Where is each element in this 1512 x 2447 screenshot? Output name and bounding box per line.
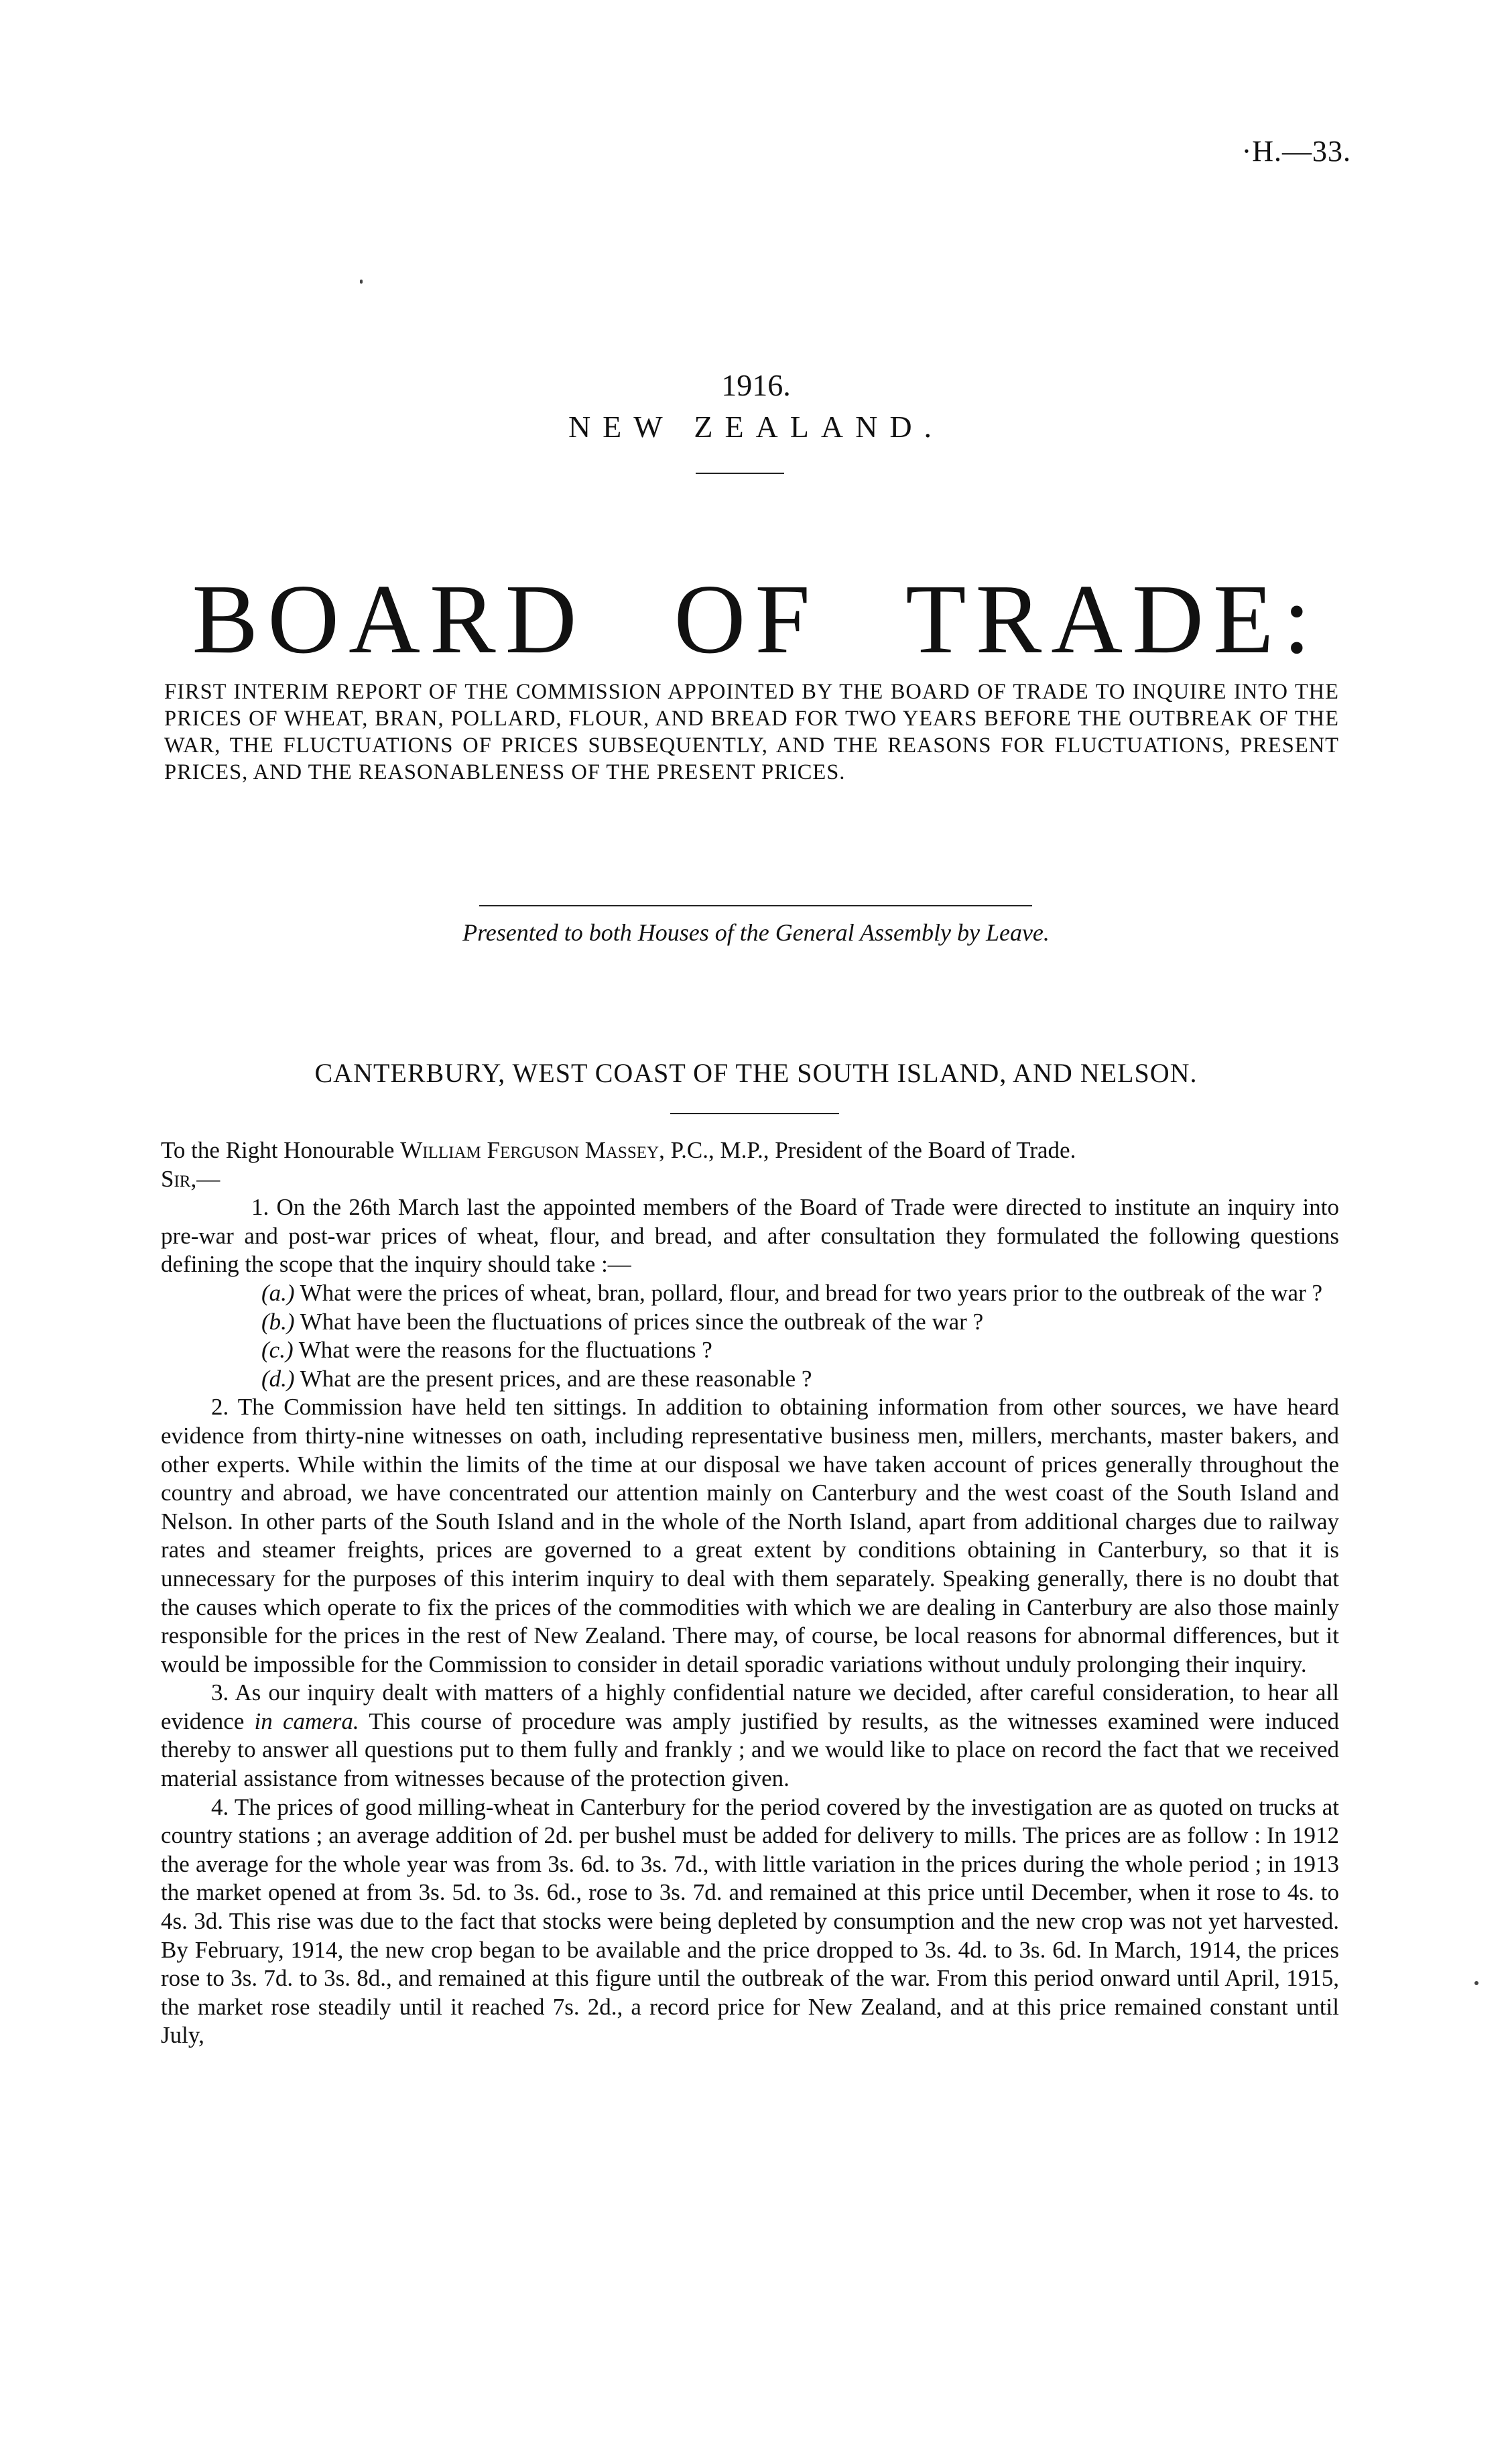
paragraph-2: 2. The Commission have held ten sittings. In addition to obtaining information from other sources, we have heard evidence from thirty-nine witnesses on oath, including representative business men, millers, merchants, master bakers, and other experts. While within the limits of the time at our disposal we have taken account of prices generally throughout the country and abroad, we have concentrated our attention mainly on Canterbury and the west coast of the South Island and Nelson. In other parts of the South Island and in the whole of the North Island, apart from additional charges due to railway rates and steamer freights, prices are governed to a great extent by conditions obtaining in Canterbury, so that it is unnecessary for the purposes of this interim inquiry to deal with them separately. Speaking generally, there is no doubt that the causes which operate to fix the prices of the commodities with which we are dealing in Canterbury are also those mainly responsible for the prices in the rest of New Zealand. There may, of course, be local reasons for abnormal differences, but it would be impossible for the Commission to consider in detail sporadic variations without unduly prolonging their inquiry. (161, 1394, 1339, 1677)
region-rule (670, 1113, 839, 1114)
paragraph-3 (161, 1679, 1339, 1793)
letter-body (161, 1136, 1339, 2050)
question-d-label: (d.) (261, 1365, 295, 1392)
paragraph-1: 1. On the 26th March last the appointed members of the Board of Trade were directed to institute an inquiry into pre-war and post-war prices of wheat, flour, and bread, and after consultation they formulated the following questions defining the scope that the inquiry should take :— (161, 1194, 1339, 1278)
presentation-note: Presented to both Houses of the General Assembly by Leave. (462, 919, 1050, 946)
ink-speck (360, 280, 363, 284)
country-name: NEW ZEALAND. (568, 410, 944, 444)
question-c-label: (c.) (261, 1337, 294, 1364)
salutation (161, 1165, 1339, 1194)
question-c (161, 1336, 1339, 1365)
subtitle-text: FIRST INTERIM REPORT OF THE COMMISSION APPOINTED BY THE BOARD OF TRADE TO INQUIRE INTO THE PRICES OF WHEAT, BRAN, POLLARD, FLOUR, AND BREAD FOR TWO YEARS BEFORE THE OUTBREAK OF THE WAR, THE FLUCTUATIONS OF PRICES SUBSEQUENTLY, AND THE REASONS FOR FLUCTUATIONS, PRESENT PRICES, AND THE REASONABLENESS OF THE PRESENT PRICES. (164, 680, 1339, 784)
question-a (161, 1279, 1339, 1308)
question-b-text: What have been the fluctuations of prices since the outbreak of the war ? (294, 1308, 984, 1335)
question-b (161, 1308, 1339, 1337)
question-d (161, 1365, 1339, 1394)
address-suffix: , P.C., M.P., President of the Board of Trade. (659, 1137, 1076, 1163)
address-line (161, 1136, 1339, 1165)
addressee-name: William Ferguson Massey (400, 1137, 659, 1163)
question-d-text: What are the present prices, and are these reasonable ? (294, 1365, 812, 1392)
page-reference: ·H.—33. (1241, 135, 1351, 168)
title-rule (479, 905, 1032, 906)
report-year: 1916. (721, 368, 791, 402)
paragraph-3-start: 3. As our inquiry dealt with matters of a highly confidential nature we decided, after careful consideration, to hear all evidence (161, 1679, 1339, 1734)
report-subtitle (164, 678, 1339, 786)
address-prefix: To the Right Honourable (161, 1137, 395, 1163)
question-b-label: (b.) (261, 1308, 295, 1335)
paragraph-3-italic: in camera. (254, 1708, 359, 1734)
question-c-text: What were the reasons for the fluctuations ? (293, 1337, 712, 1364)
question-a-label: (a.) (261, 1279, 295, 1306)
masthead-rule (696, 473, 784, 474)
salutation-text: Sir,— (161, 1165, 220, 1192)
margin-speck (1474, 1981, 1478, 1985)
question-a-text: What were the prices of wheat, bran, pollard, flour, and bread for two years prior to the outbreak of the war ? (294, 1279, 1323, 1306)
paragraph-4: 4. The prices of good milling-wheat in Canterbury for the period covered by the investigation are as quoted on trucks at country stations ; an average addition of 2d. per bushel must be added for delivery to mills. The prices are as follow : In 1912 the average for the whole year was from 3s. 6d. to 3s. 7d., with little variation in the prices during the whole period ; in 1913 the market opened at from 3s. 5d. to 3s. 6d., rose to 3s. 7d. and remained at this price until December, when it rose to 4s. to 4s. 3d. This rise was due to the fact that stocks were being depleted by consumption and the new crop was not yet harvested. By February, 1914, the new crop began to be available and the price dropped to 3s. 4d. to 3s. 6d. In March, 1914, the prices rose to 3s. 7d. to 3s. 8d., and remained at this figure until the outbreak of the war. From this period onward until April, 1915, the market rose steadily until it reached 7s. 2d., a record price for New Zealand, and at this price remained constant until July, (161, 1793, 1339, 2049)
report-title: BOARD OF TRADE: (192, 564, 1320, 674)
paragraph-3-end: This course of procedure was amply justified by results, as the witnesses examined were induced thereby to answer all questions put to them fully and frankly ; and we would like to place on record the fact that we received material assistance from witnesses because of the protection given. (161, 1708, 1339, 1792)
region-heading: CANTERBURY, WEST COAST OF THE SOUTH ISLAND, AND NELSON. (314, 1058, 1198, 1088)
